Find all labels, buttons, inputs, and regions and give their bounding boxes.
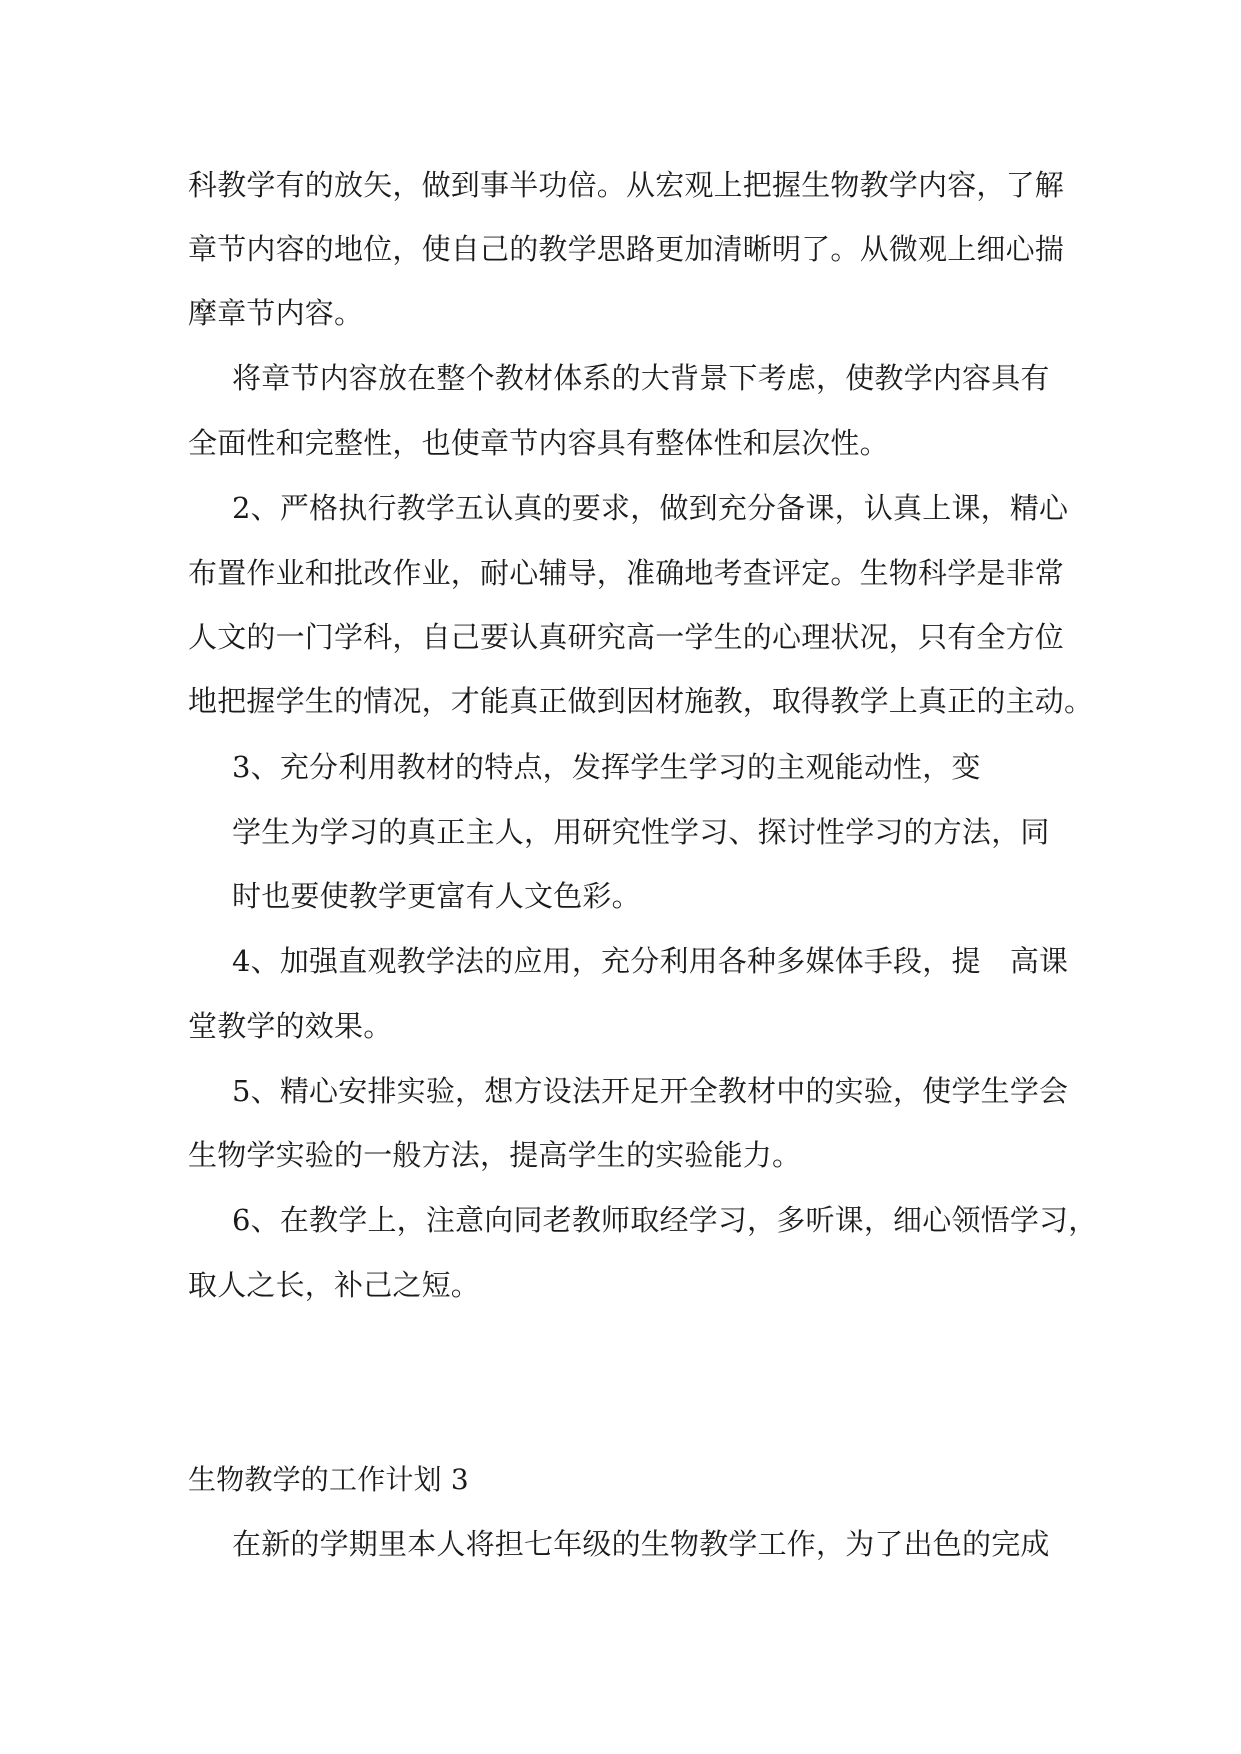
text-line: 时也要使教学更富有人文色彩。 (232, 879, 641, 913)
text-line: 章节内容的地位，使自己的教学思路更加清晰明了。从微观上细心揣 (188, 232, 1065, 266)
text-line: 在新的学期里本人将担七年级的生物教学工作，为了出色的完成 (232, 1527, 1050, 1561)
text-line: 堂教学的效果。 (188, 1009, 393, 1043)
text-line: 将章节内容放在整个教材体系的大背景下考虑，使教学内容具有 (232, 361, 1050, 395)
text-line: 6、在教学上，注意向同老教师取经学习，多听课，细心领悟学习， (232, 1203, 1098, 1237)
text-line: 科教学有的放矢，做到事半功倍。从宏观上把握生物教学内容，了解 (188, 168, 1065, 202)
text-line: 生物学实验的一般方法，提高学生的实验能力。 (188, 1138, 802, 1172)
text-line: 摩章节内容。 (188, 296, 364, 330)
text-line: 取人之长，补己之短。 (188, 1268, 481, 1302)
text-line: 全面性和完整性，也使章节内容具有整体性和层次性。 (188, 426, 889, 460)
text-line: 2、严格执行教学五认真的要求，做到充分备课，认真上课，精心 (232, 491, 1069, 525)
text-line: 学生为学习的真正主人，用研究性学习、探讨性学习的方法，同 (232, 815, 1050, 849)
text-line: 人文的一门学科，自己要认真研究高一学生的心理状况，只有全方位 (188, 620, 1065, 654)
text-line: 3、充分利用教材的特点，发挥学生学习的主观能动性，变 (232, 750, 981, 784)
text-line: 4、加强直观教学法的应用，充分利用各种多媒体手段，提 高课 (232, 944, 1069, 978)
section-heading: 生物教学的工作计划 3 (188, 1463, 469, 1496)
text-line: 5、精心安排实验，想方设法开足开全教材中的实验，使学生学会 (232, 1074, 1069, 1108)
text-line: 布置作业和批改作业，耐心辅导，准确地考查评定。生物科学是非常 (188, 556, 1065, 590)
text-line: 地把握学生的情况，才能真正做到因材施教，取得教学上真正的主动。 (188, 684, 1094, 718)
